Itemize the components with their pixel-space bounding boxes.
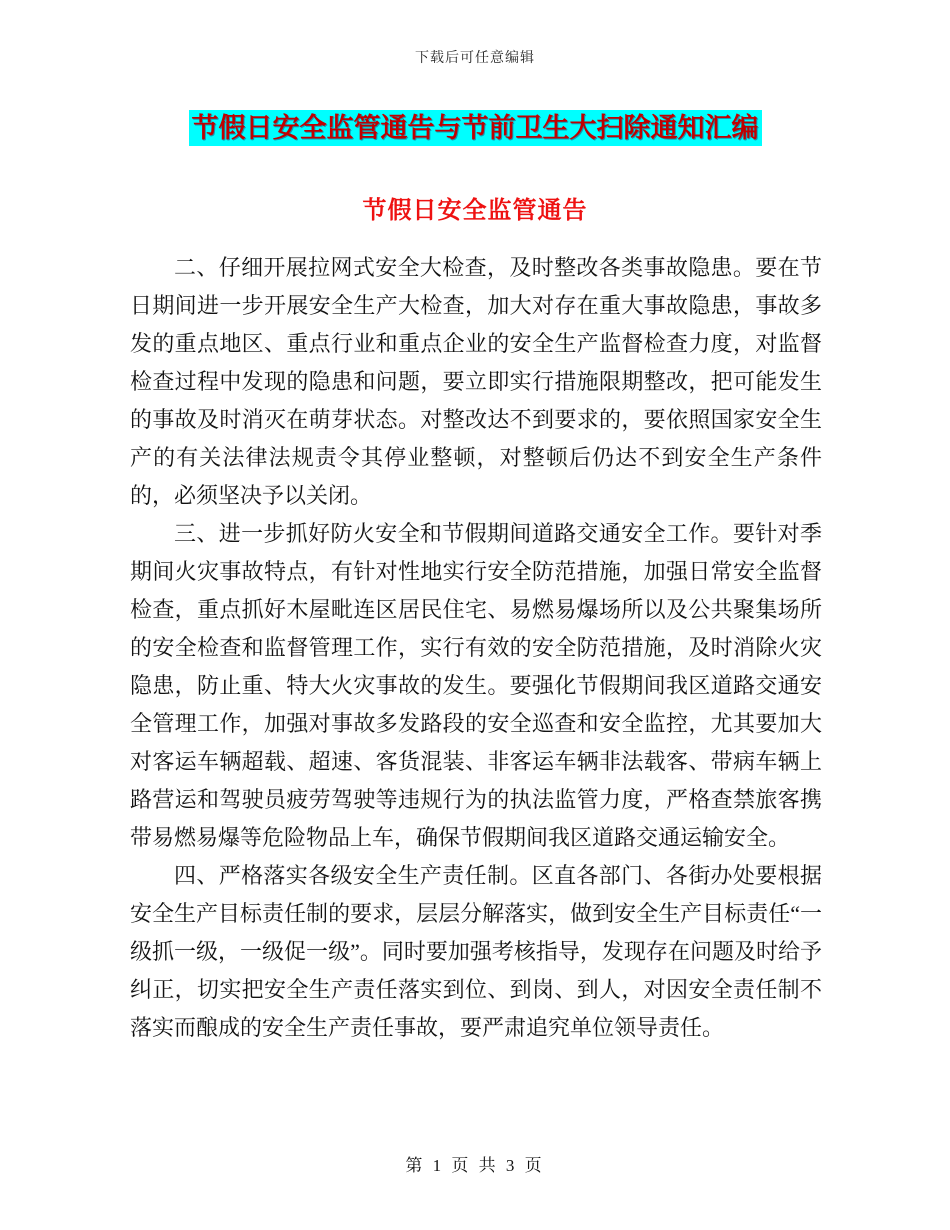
document-body (0, 249, 950, 1047)
section-title: 节假日安全监管通告 (362, 197, 588, 224)
page-number-footer: 第 1 页 共 3 页 (405, 1156, 545, 1175)
paragraph-responsibility-system: 四、严格落实各级安全生产责任制。区直各部门、各街办处要根据安全生产目标责任制的要求，层层分解落实，做到安全生产目标责任“一级抓一级，一级促一级”。同时要加强考核指导，发现存在问题及时给予纠正，切实把安全生产责任落实到位、到岗、到人，对因安全责任制不落实而酿成的安全生产责任事故，要严肃追究单位领导责任。 (130, 863, 822, 1040)
paragraph-safety-inspection: 二、仔细开展拉网式安全大检查，及时整改各类事故隐患。要在节日期间进一步开展安全生产大检查，加大对存在重大事故隐患，事故多发的重点地区、重点行业和重点企业的安全生产监督检查力度，对监督检查过程中发现的隐患和问题，要立即实行措施限期整改，把可能发生的事故及时消灭在萌芽状态。对整改达不到要求的，要依照国家安全生产的有关法律法规责令其停业整顿，对整顿后仍达不到安全生产条件的，必须坚决予以关闭。 (130, 255, 822, 508)
edit-note: 下载后可任意编辑 (415, 51, 535, 66)
title-highlight: 节假日安全监管通告与节前卫生大扫除通知汇编 (189, 110, 762, 146)
document-title (0, 108, 950, 148)
paragraph-fire-traffic-safety: 三、进一步抓好防火安全和节假期间道路交通安全工作。要针对季期间火灾事故特点，有针对性地实行安全防范措施，加强日常安全监督检查，重点抓好木屋毗连区居民住宅、易燃易爆场所以及公共聚集场所的安全检查和监督管理工作，实行有效的安全防范措施，及时消除火灾隐患，防止重、特大火灾事故的发生。要强化节假期间我区道路交通安全管理工作，加强对事故多发路段的安全巡查和安全监控，尤其要加大对客运车辆超载、超速、客货混装、非客运车辆非法载客、带病车辆上路营运和驾驶员疲劳驾驶等违规行为的执法监管力度，严格查禁旅客携带易燃易爆等危险物品上车，确保节假期间我区道路交通运输安全。 (130, 521, 822, 850)
